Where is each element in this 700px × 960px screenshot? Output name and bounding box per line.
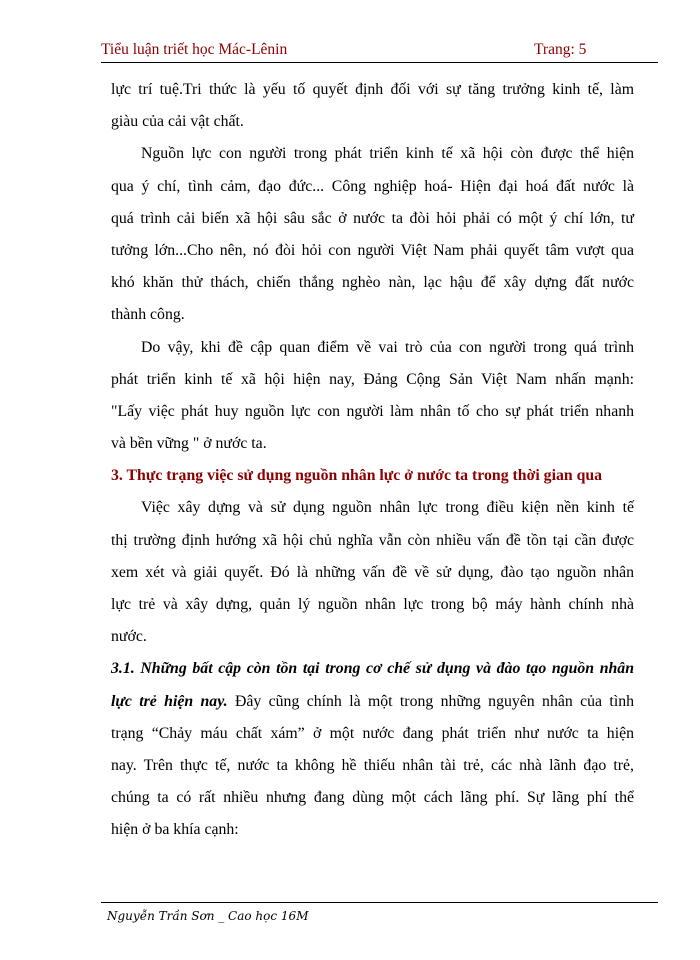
paragraph-line: tưởng lớn...Cho nên, nó đòi hỏi con người Việt Nam phải quyết tâm vượt qua bbox=[111, 241, 634, 259]
paragraph-line bbox=[111, 686, 634, 718]
paragraph-line: khó khăn thử thách, chiến thắng nghèo nàn, lạc hậu để xây dựng đất nước bbox=[111, 274, 634, 292]
document-body bbox=[111, 74, 634, 847]
paragraph-line: chúng ta có rất nhiều nhưng đang dùng một cách lãng phí. Sự lãng phí thể bbox=[111, 789, 634, 807]
paragraph-line: quá trình cải biến xã hội sâu sắc ở nước ta đòi hỏi phải có một ý chí lớn, tư bbox=[111, 209, 634, 227]
paragraph-line: nước. bbox=[111, 628, 147, 646]
subheading: 3.1. Những bất cập còn tồn tại trong cơ chế sử dụng và đào tạo nguồn nhân bbox=[111, 660, 634, 678]
paragraph-line-text: Đây cũng chính là một trong những nguyên nhân của tình bbox=[227, 692, 634, 710]
paragraph-line: trạng “Chảy máu chất xám” ở một nước đang phát triển như nước ta hiện bbox=[111, 724, 634, 742]
paragraph-line: phát triển kinh tế xã hội hiện nay, Đảng Cộng Sản Việt Nam nhấn mạnh: bbox=[111, 370, 634, 388]
page-header bbox=[101, 40, 658, 63]
paragraph-line: Việc xây dựng và sử dụng nguồn nhân lực trong điều kiện nền kinh tế bbox=[141, 499, 634, 517]
page-number: Trang: 5 bbox=[534, 41, 587, 58]
document-title: Tiểu luận triết học Mác-Lênin bbox=[101, 41, 288, 58]
paragraph-line: giàu của cải vật chất. bbox=[111, 113, 244, 131]
paragraph-line: Do vậy, khi đề cập quan điểm về vai trò của con người trong quá trình bbox=[141, 338, 634, 356]
paragraph-line: hiện ở ba khía cạnh: bbox=[111, 821, 239, 839]
author-line: Nguyễn Trần Sơn _ Cao học 16M bbox=[107, 909, 309, 923]
paragraph-line: lực trí tuệ.Tri thức là yếu tố quyết định đối với sự tăng trưởng kinh tế, làm bbox=[111, 81, 634, 98]
paragraph-line: xem xét và giải quyết. Đó là những vấn đề về sử dụng, đào tạo nguồn nhân bbox=[111, 563, 634, 581]
paragraph-line: lực trẻ và xây dựng, quản lý nguồn nhân lực trong bộ máy hành chính nhà bbox=[111, 596, 634, 613]
paragraph-line: nay. Trên thực tế, nước ta không hề thiếu nhân tài trẻ, các nhà lãnh đạo trẻ, bbox=[111, 756, 634, 774]
subheading-end: lực trẻ hiện nay. bbox=[111, 692, 228, 710]
paragraph-line: Nguồn lực con người trong phát triển kinh tế xã hội còn được thể hiện bbox=[141, 145, 634, 163]
paragraph-line: "Lấy việc phát huy nguồn lực con người làm nhân tố cho sự phát triển nhanh bbox=[111, 402, 634, 420]
paragraph-line: thị trường định hướng xã hội chủ nghĩa vẫn còn nhiều vấn đề tồn tại cần được bbox=[111, 531, 634, 549]
paragraph-line: thành công. bbox=[111, 306, 185, 324]
paragraph-line: và bền vững " ở nước ta. bbox=[111, 435, 267, 453]
section-heading: 3. Thực trạng việc sử dụng nguồn nhân lực ở nước ta trong thời gian qua bbox=[111, 467, 603, 485]
paragraph-line: qua ý chí, tình cảm, đạo đức... Công nghiệp hoá- Hiện đại hoá đất nước là bbox=[111, 177, 634, 195]
page-footer bbox=[101, 902, 658, 923]
